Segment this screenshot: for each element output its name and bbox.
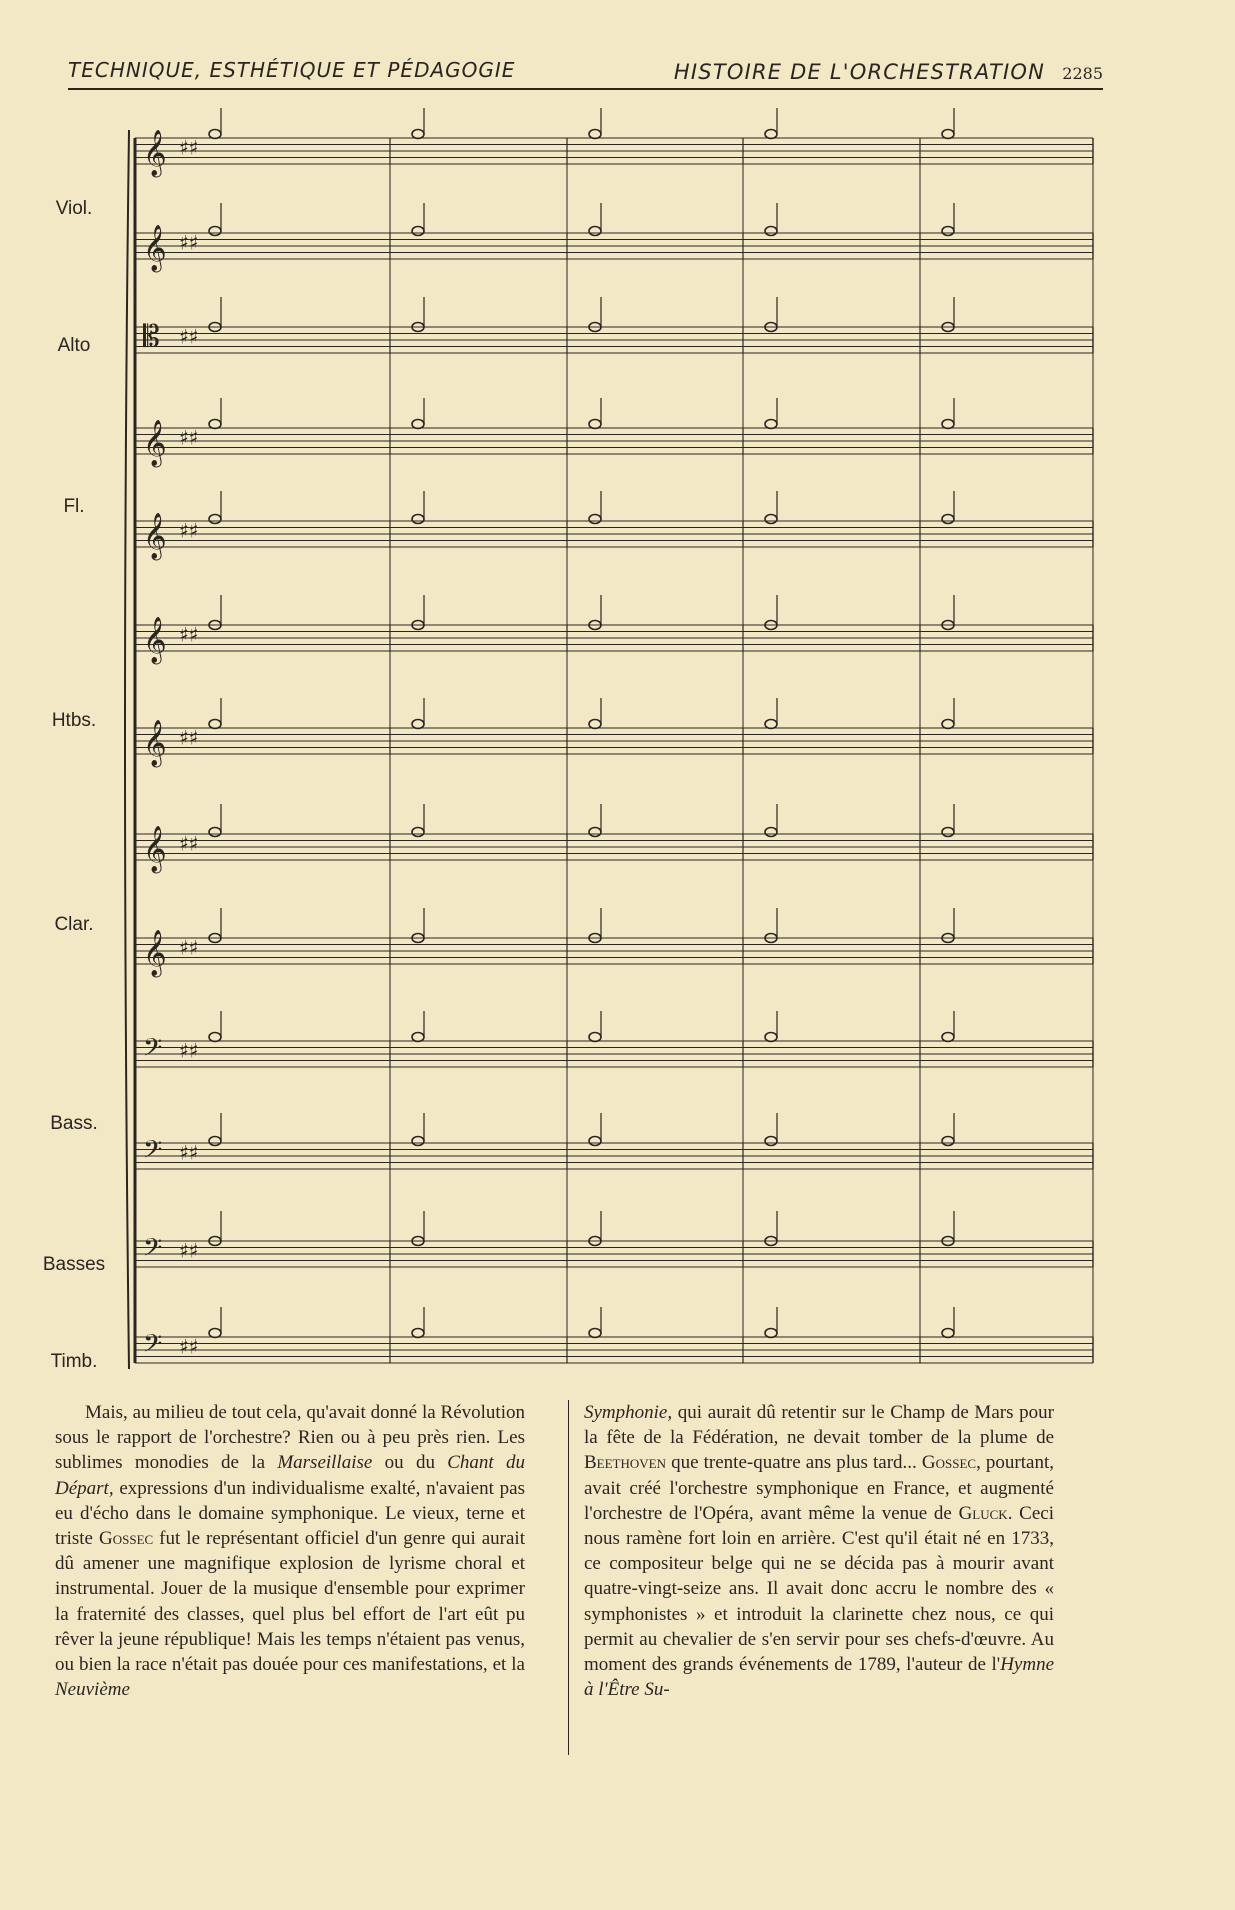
note-head [765,420,777,429]
text-column-right [584,1400,1054,1702]
note-head [412,227,424,236]
note-head [942,227,954,236]
key-signature-sharps: ♯♯ [179,831,199,856]
treble-clef: 𝄞 [143,929,167,976]
note-head [412,720,424,729]
treble-clef: 𝄞 [143,616,167,663]
treble-clef: 𝄞 [143,825,167,872]
paragraph-left [55,1400,525,1702]
key-signature-sharps: ♯♯ [179,622,199,647]
label-clarinets: Clar. [54,914,94,935]
note-head [589,515,601,524]
note-head [942,420,954,429]
text-smallcaps: Gossec [921,1452,977,1474]
system-bracket [125,130,129,1369]
note-head [765,515,777,524]
note-head [942,1033,954,1042]
text-run: . Ceci nous ramène fort loin en arrière. C'est qu'il était né en 1733, ce compositeur belge qui ne se décida pas à mourir avant quatre-vingt-seize ans. Il avait donc accru le nombre des « symphonistes » et introduit la clarinette chez nous, ce qui permit au chevalier de s'en servir pour ses chefs-d'œuvre. Au moment des grands événements de 1789, l'auteur de l' [584,1502,1054,1676]
note-head [765,1329,777,1338]
note-head [209,1137,221,1146]
note-head [765,130,777,139]
text-run: que trente-quatre ans plus tard... [666,1452,922,1474]
treble-clef: 𝄞 [143,129,167,176]
note-head [209,130,221,139]
note-head [589,1137,601,1146]
label-basses: Basses [42,1254,106,1275]
note-head [589,828,601,837]
text-smallcaps: Beethoven [584,1452,666,1474]
note-head [765,1033,777,1042]
text-smallcaps: Gluck [958,1502,1008,1524]
text-italic: Marseillaise [277,1452,373,1474]
note-head [589,1329,601,1338]
label-flutes: Fl. [63,496,85,517]
column-divider [568,1400,569,1755]
key-signature-sharps: ♯♯ [179,425,199,450]
note-head [765,1137,777,1146]
key-signature-sharps: ♯♯ [179,935,199,960]
text-run: ou du [372,1452,448,1474]
note-head [412,1329,424,1338]
header-left-title: TECHNIQUE, ESTHÉTIQUE ET PÉDAGOGIE [68,58,516,82]
text-italic: Chant du Départ, [55,1452,526,1499]
bass-clef: 𝄢 [143,1135,163,1171]
text-run: expressions d'un individualisme exalté, n'avaient pas eu d'écho dans le domaine symphonique. Le vieux, terne et triste [55,1477,525,1550]
note-head [765,828,777,837]
key-signature-sharps: ♯♯ [179,518,199,543]
note-head [589,1033,601,1042]
note-head [942,515,954,524]
note-head [412,130,424,139]
text-run: Mais, au milieu de tout cela, qu'avait donné la Révolution sous le rapport de l'orchestre? Rien ou à peu près rien. Les sublimes monodies de la [55,1402,525,1474]
note-head [209,227,221,236]
label-alto: Alto [57,335,91,356]
text-run: fut le représentant officiel d'un genre qui aurait dû amener une magnifique explosion de lyrisme choral et instrumental. Jouer de la musique d'ensemble pour exprimer la fraternité des classes, quel plus bel effort de l'art eût pu rêver la jeune république! Mais les temps n'étaient pas venus, ou bien la race n'était pas douée pour ces manifestations, et la [55,1528,525,1676]
note-head [209,1329,221,1338]
treble-clef: 𝄞 [143,419,167,466]
bass-clef: 𝄢 [143,1233,163,1269]
note-head [942,828,954,837]
label-oboes: Htbs. [51,710,97,731]
note-head [209,420,221,429]
bass-clef: 𝄢 [143,1329,163,1365]
note-head [412,1137,424,1146]
note-head [412,1033,424,1042]
text-italic: Symphonie, [584,1402,673,1423]
note-head [765,720,777,729]
note-head [942,130,954,139]
bass-clef: 𝄢 [143,1033,163,1069]
key-signature-sharps: ♯♯ [179,1238,199,1263]
treble-clef: 𝄞 [143,719,167,766]
key-signature-sharps: ♯♯ [179,1334,199,1359]
note-head [412,828,424,837]
note-head [942,1137,954,1146]
key-signature-sharps: ♯♯ [179,1038,199,1063]
note-head [209,720,221,729]
note-head [765,227,777,236]
label-violins: Viol. [55,198,93,219]
paragraph-right [584,1400,1054,1702]
note-head [589,227,601,236]
note-head [209,828,221,837]
note-head [589,420,601,429]
treble-clef: 𝄞 [143,224,167,271]
text-run: , pourtant, avait créé l'orchestre symphonique en France, et augmenté l'orchestre de l'Opéra, avant même la venue de [584,1452,1054,1524]
note-head [412,515,424,524]
note-head [209,1033,221,1042]
label-timpani: Timb. [50,1351,98,1372]
text-italic: Neuvième [55,1679,130,1701]
key-signature-sharps: ♯♯ [179,725,199,750]
header-right-title: HISTOIRE DE L'ORCHESTRATION [673,60,1045,84]
text-italic: Hymne à l'Être Su- [584,1654,1054,1701]
treble-clef: 𝄞 [143,512,167,559]
key-signature-sharps: ♯♯ [179,1140,199,1165]
text-smallcaps: Gossec [99,1528,154,1550]
note-head [412,420,424,429]
note-head [589,720,601,729]
text-column-left [55,1400,525,1702]
note-head [209,515,221,524]
page-number: 2285 [1062,64,1103,83]
note-head [942,1329,954,1338]
alto-clef: 𝄡 [143,319,160,355]
label-bassoons: Bass. [50,1113,98,1134]
key-signature-sharps: ♯♯ [179,324,199,349]
note-head [942,720,954,729]
key-signature-sharps: ♯♯ [179,230,199,255]
note-head [589,130,601,139]
text-run: qui aurait dû retentir sur le Champ de Mars pour la fête de la Fédération, ne devait tomber de la plume de [584,1402,1054,1449]
key-signature-sharps: ♯♯ [179,135,199,160]
